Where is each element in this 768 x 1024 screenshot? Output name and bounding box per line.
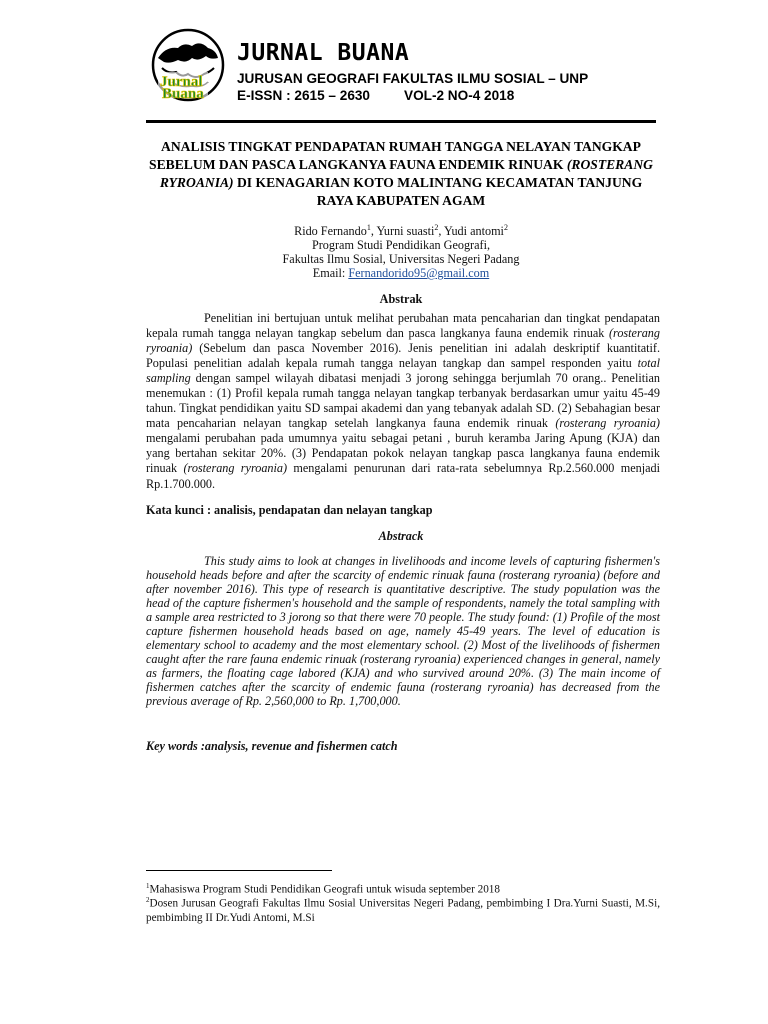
footnote-divider [146,870,332,871]
header-divider [146,120,656,123]
abstract-en-keywords: Key words :analysis, revenue and fishermen catch [146,739,398,753]
author-2-sup: 2 [434,223,439,232]
author-email-line [146,266,656,280]
abstrak-italic-1: (rosterang ryroania) [146,326,660,356]
journal-title: JURNAL BUANA [237,40,410,66]
abstrak-text-5: mengalami penurunan dari rata-rata sebelumnya Rp.2.560.000 menjadi Rp.1.700.000. [146,461,660,491]
author-faculty: Fakultas Ilmu Sosial, Universitas Negeri Padang [282,252,520,267]
footnote-1-text: Mahasiswa Program Studi Pendidikan Geografi untuk wisuda september 2018 [149,883,500,896]
footnote-2-sup: 2 [146,896,150,904]
author-names [146,221,656,238]
title-italic: (ROSTERANG RYROANIA) [159,157,653,190]
email-label: Email: [312,266,349,281]
author-2: , Yurni suasti [370,224,435,239]
footnote-2-text: Dosen Jurusan Geografi Fakultas Ilmu Sosial Universitas Negeri Padang, pembimbing I Dra.Yurni Suasti, M.Si, pembimbing II Dr.Yudi Antomi, M.Si [146,897,660,924]
journal-logo-globe-icon [148,28,228,102]
abstract-en-text: This study aims to look at changes in livelihoods and income levels of capturing fishermen's household heads before and after the scarcity of endemic rinuak fauna (rosterang ryroania) (before and after november 2016). This type of research is quantitative descriptive. The study population was the head of the capture fishermen's household and the sample of respondents, namely the total sampling with a sample area restricted to 3 jorong so that there were 70 people. The study found: (1) Profile of the most capture fishermen household heads based on age, namely 45-49 years. The level of education is elementary school to academy and the most elementary school. (2) Most of the livelihoods of fishermen caught after the rare fauna endemic rinuak (rosterang ryroania) experienced changes in general, namely as farmers, the floating cage labored (KJA) and who survived around 20%. (3) The main income of fishermen catches after the scarcity of endemic fauna (rosterang ryroania) has decreased from the previous average of Rp. 2,560,000 to Rp. 1,700,000. [146,554,660,708]
volume: VOL-2 NO-4 2018 [404,88,515,103]
abstrak-italic-4: (rosterang ryroania) [183,461,288,476]
abstrak-italic-2: total sampling [146,356,660,386]
abstract-en-body [146,555,660,708]
abstrak-heading: Abstrak [379,292,423,306]
author-block [146,221,656,280]
abstrak-text-1: Penelitian ini bertujuan untuk melihat perubahan mata pencaharian dan tingkat pendapatan kepala rumah tangga nelayan tangkap sebelum dan pasca langkanya fauna endemik rinuak [146,311,660,341]
author-3: , Yudi antomi [438,224,504,239]
paper-title [146,138,656,210]
footnote-2 [146,893,660,925]
abstract-en-heading: Abstrack [378,529,424,543]
abstrak-keywords: Kata kunci : analisis, pendapatan dan nelayan tangkap [146,503,433,517]
journal-subtitle: JURUSAN GEOGRAFI FAKULTAS ILMU SOSIAL – UNP [237,71,589,86]
logo-text-jurnal: Jurnal [160,74,203,90]
abstrak-italic-3: (rosterang ryroania) [555,416,660,431]
footnote-1-sup: 1 [146,882,150,890]
author-program: Program Studi Pendidikan Geografi, [311,238,491,253]
title-part-1: ANALISIS TINGKAT PENDAPATAN RUMAH TANGGA NELAYAN TANGKAP SEBELUM DAN PASCA LANGKANYA FAUNA ENDEMIK RINUAK [149,139,641,172]
author-1-sup: 1 [366,223,371,232]
journal-issn-line [237,88,514,103]
abstrak-text-2: (Sebelum dan pasca November 2016). Jenis penelitian ini adalah deskriptif kuantitatif. Populasi penelitian adalah kepala rumah tangga nelayan tangkap dan sampel responden yaitu [146,341,660,371]
author-3-sup: 2 [503,223,508,232]
logo-text-buana: Buana [162,86,204,102]
abstrak-body [146,311,660,492]
author-1: Rido Fernando [294,224,367,239]
issn: E-ISSN : 2615 – 2630 [237,88,370,103]
email-link[interactable]: Fernandorido95@gmail.com [348,266,490,281]
abstrak-text-4: mengalami perubahan pada umumnya yaitu sebagai petani , buruh keramba Jaring Apung (KJA) dan yang bertahan sekitar 20%. (3) Pendapatan pokok nelayan tangkap pasca langkanya fauna endemik rinuak [146,431,660,476]
title-part-2: DI KENAGARIAN KOTO MALINTANG KECAMATAN TANJUNG RAYA KABUPATEN AGAM [233,175,643,208]
abstrak-text-3: dengan sampel wilayah dibatasi menjadi 3 jorong sehingga berjumlah 70 orang.. Penelitian menemukan : (1) Profil kepala rumah tangga nelayan tangkap terbanyak berdasarkan umur yaitu 45-49 tahun. Tingkat pendidikan yaitu SD sampai akademi dan yang tebanyak adalah SD. (2) Sebahagian besar mata pencaharian nelayan tangkap setelah langkanya fauna endemik rinuak [146,371,660,431]
